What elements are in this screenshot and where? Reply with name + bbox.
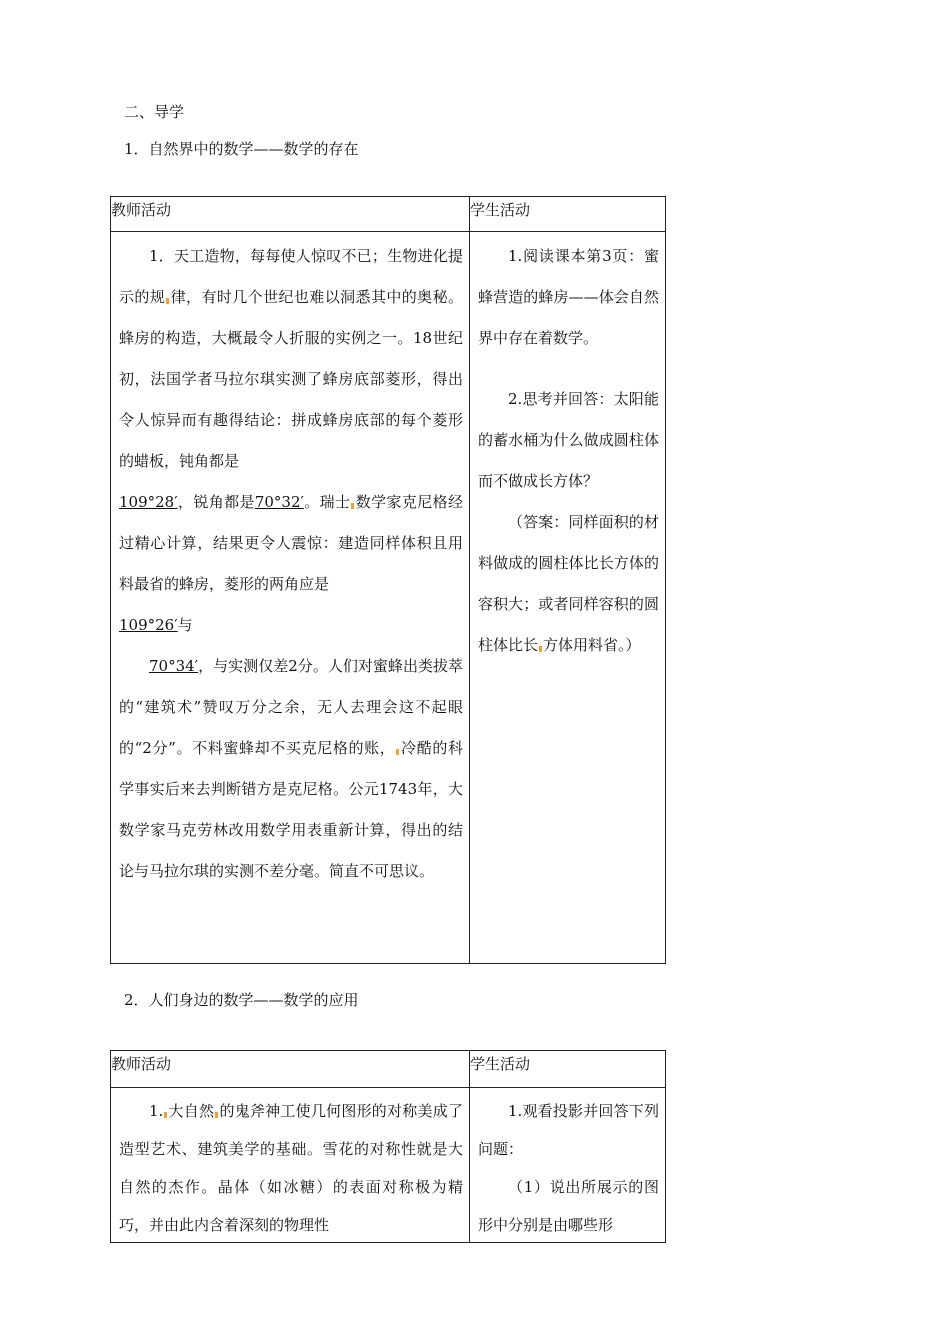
edit-mark-icon xyxy=(166,298,169,304)
edit-mark-icon xyxy=(396,749,399,755)
teacher-activity-header: 教师活动 xyxy=(111,197,470,232)
part1-heading: 1．自然界中的数学——数学的存在 xyxy=(124,140,359,158)
angle-value: 70°34′ xyxy=(149,657,199,675)
angle-value: 70°32′ xyxy=(254,493,304,511)
teacher-activity-cell xyxy=(111,232,470,964)
edit-mark-icon xyxy=(351,503,354,509)
part1-activity-table xyxy=(110,196,666,964)
student-paragraph-1: 1.观看投影并回答下列问题： xyxy=(478,1102,659,1158)
student-paragraph-1: 1.阅读课本第3页：蜜蜂营造的蜂房——体会自然界中存在着数学。 xyxy=(478,247,659,347)
edit-mark-icon xyxy=(215,1112,218,1118)
angle-value: 109°28′ xyxy=(119,493,178,511)
teacher-paragraph-1: 1．天工造物，每每使人惊叹不已；生物进化提示的规 律，有时几个世纪也难以洞悉其中的奥秘。蜂房的构造，大概最令人折服的实例之一。18世纪初，法国学者马拉尔琪实测了蜂房底部菱形，得出令人惊异而有趣得结论：拼成蜂房底部的每个菱形的蜡板，钝角都是 109°28′，锐角都是70°32′。瑞士 数学家克尼格经过精心计算，结果更令人震惊：建造同样体积且用料最省的蜂房，菱形的两角应是 109°26′与 xyxy=(119,247,463,634)
student-paragraph-2: （1）说出所展示的图形中分别是由哪些形 xyxy=(478,1178,659,1234)
student-activity-cell xyxy=(470,1088,666,1243)
student-paragraph-2: 2.思考并回答：太阳能的蓄水桶为什么做成圆柱体而不做成长方体？ xyxy=(478,390,659,490)
teacher-paragraph-1: 1. 大自然 的鬼斧神工使几何图形的对称美成了造型艺术、建筑美学的基础。雪花的对称性就是大自然的杰作。晶体（如冰糖）的表面对称极为精巧，并由此内含着深刻的物理性 xyxy=(119,1102,463,1234)
teacher-activity-cell xyxy=(111,1088,470,1243)
edit-mark-icon xyxy=(164,1112,167,1118)
part2-heading: 2．人们身边的数学——数学的应用 xyxy=(124,991,359,1009)
angle-value: 109°26′ xyxy=(119,616,178,634)
student-activity-cell xyxy=(470,232,666,964)
part2-activity-table xyxy=(110,1050,666,1243)
student-paragraph-3: （答案：同样面积的材料做成的圆柱体比长方体的容积大；或者同样容积的圆柱体比长 方体用料省。） xyxy=(478,513,659,654)
teacher-activity-header: 教师活动 xyxy=(111,1051,470,1088)
section-heading: 二、导学 xyxy=(124,103,185,121)
student-activity-header: 学生活动 xyxy=(470,1051,666,1088)
teacher-paragraph-2: 70°34′，与实测仅差2分。人们对蜜蜂出类拔萃的“建筑术”赞叹万分之余，无人去理会这不起眼的“2分”。不料蜜蜂却不买克尼格的账， 冷酷的科学事实后来去判断错方是克尼格。公元1743年，大数学家马克劳林改用数学用表重新计算，得出的结论与马拉尔琪的实测不差分毫。简直不可思议。 xyxy=(119,657,463,880)
edit-mark-icon xyxy=(539,646,542,652)
student-activity-header: 学生活动 xyxy=(470,197,666,232)
